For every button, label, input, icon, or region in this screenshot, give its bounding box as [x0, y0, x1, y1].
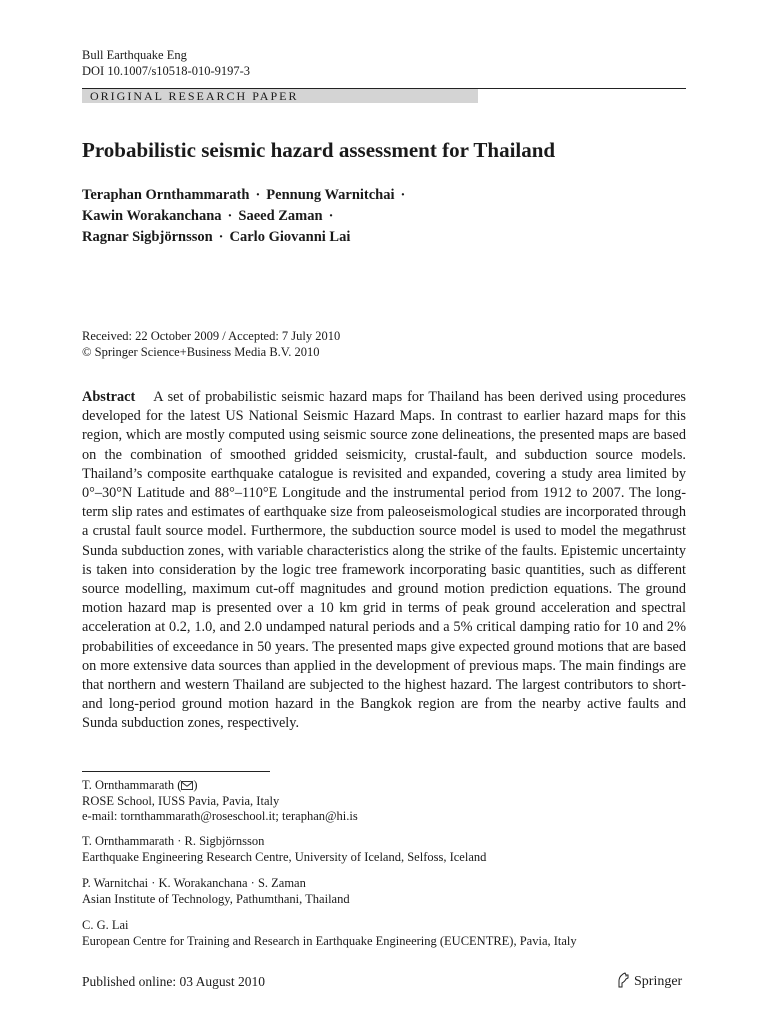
received-accepted: Received: 22 October 2009 / Accepted: 7 July 2010: [82, 329, 341, 343]
abstract-text: A set of probabilistic seismic hazard maps for Thailand has been derived using procedures developed for the latest US National Seismic Hazard Maps. In contrast to earlier hazard maps for this region, which are mostly computed using seismic source zone delineations, the presented maps are based on the combination of smoothed gridded seismicity, crustal-fault, and subduction source models. Thailand’s composite earthquake catalogue is revisited and expanded, covering a study area limited by 0°–30°N Latitude and 88°–110°E Longitude and the instrumental period from 1912 to 2007. The long-term slip rates and estimates of earthquake size from paleoseismological studies are incorporated through a crustal fault source model. Furthermore, the subduction source model is used to model the megathrust Sunda subduction zones, with variable characteristics along the strike of the faults. Epistemic uncertainty is taken into consideration by the logic tree framework incorporating basic quantities, such as different source modelling, maximum cut-off magnitudes and ground motion prediction equations. The ground motion hazard map is presented over a 10 km grid in terms of peak ground acceleration and spectral acceleration at 0.2, 1.0, and 2.0 undamped natural periods and a 5% critical damping ratio for 10 and 2% probabilities of exceedance in 50 years. The presented maps give expected ground motions that are based on more extensive data sources than applied in the development of previous maps. The main findings are that northern and western Thailand are subjected to the highest hazard. The largest contributors to short- and long-period ground motion hazard in the Bangkok region are from the nearby active faults and Sunda subduction zones, respectively.: [82, 389, 686, 732]
affiliation-names: P. Warnitchai · K. Worakanchana · S. Zaman: [82, 876, 306, 890]
author-name: Kawin Worakanchana: [82, 208, 222, 224]
publisher-mark: [616, 972, 682, 990]
author-list: [82, 185, 411, 248]
author-name: Carlo Giovanni Lai: [229, 229, 351, 245]
affiliation-institution: Earthquake Engineering Research Centre, University of Iceland, Selfoss, Iceland: [82, 849, 487, 864]
footnote-rule: [82, 771, 270, 772]
affiliation-names: T. Ornthammarath ( ): [82, 778, 198, 792]
author-separator: ·: [255, 187, 261, 203]
article-type: ORIGINAL RESEARCH PAPER: [90, 89, 299, 103]
author-name: Pennung Warnitchai: [266, 187, 395, 203]
affiliation-block: [82, 918, 577, 949]
envelope-icon: [181, 781, 193, 790]
published-online: Published online: 03 August 2010: [82, 974, 266, 989]
affiliation-institution: ROSE School, IUSS Pavia, Pavia, Italy: [82, 793, 280, 808]
springer-horse-icon: [616, 972, 630, 988]
copyright: © Springer Science+Business Media B.V. 2010: [82, 344, 320, 359]
abstract: [82, 388, 686, 734]
doi: DOI 10.1007/s10518-010-9197-3: [82, 63, 251, 78]
author-name: Teraphan Ornthammarath: [82, 187, 250, 203]
affiliation-block: [82, 778, 358, 825]
author-line-1: [82, 185, 411, 206]
paper-title: Probabilistic seismic hazard assessment for Thailand: [82, 138, 556, 162]
author-line-2: [82, 206, 411, 227]
abstract-label: Abstract: [82, 389, 136, 405]
affiliation-block: [82, 876, 350, 907]
author-line-3: [82, 227, 411, 248]
publisher-name: Springer: [634, 974, 683, 989]
affiliation-email: e-mail: tornthammarath@roseschool.it; teraphan@hi.is: [82, 809, 358, 823]
author-name: Ragnar Sigbjörnsson: [82, 229, 213, 245]
author-separator: ·: [328, 208, 334, 224]
affiliation-block: [82, 834, 486, 865]
author-separator: ·: [218, 229, 224, 245]
affiliation-institution: European Centre for Training and Research in Earthquake Engineering (EUCENTRE), Pavia, Italy: [82, 933, 577, 948]
author-name: Saeed Zaman: [238, 208, 323, 224]
affiliation-names: T. Ornthammarath · R. Sigbjörnsson: [82, 834, 265, 848]
article-type-bar: [82, 89, 478, 103]
affiliation-names: C. G. Lai: [82, 918, 129, 932]
author-separator: ·: [400, 187, 406, 203]
affiliation-institution: Asian Institute of Technology, Pathumthani, Thailand: [82, 891, 350, 906]
author-separator: ·: [227, 208, 233, 224]
publication-history: [82, 329, 340, 360]
journal-name: Bull Earthquake Eng: [82, 48, 187, 62]
journal-header: [82, 48, 250, 79]
